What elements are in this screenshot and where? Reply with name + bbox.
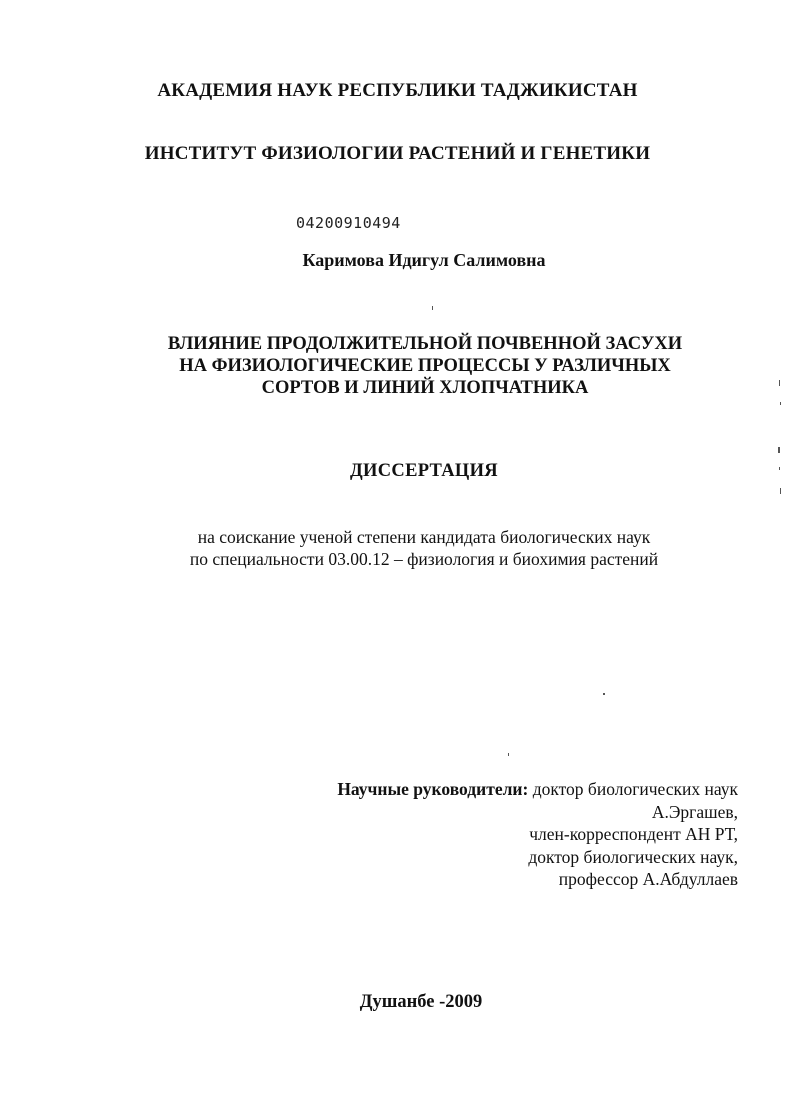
academy-heading: АКАДЕМИЯ НАУК РЕСПУБЛИКИ ТАДЖИКИСТАН [157,80,638,101]
scan-speck [432,306,433,310]
document-type: ДИССЕРТАЦИЯ [350,461,498,481]
place-and-year: Душанбе -2009 [359,992,483,1012]
supervisor-1-name: А.Эргашев, [651,801,738,822]
degree-line-1: на соискание ученой степени кандидата биологических наук [197,527,651,547]
scan-speck [779,467,780,470]
degree-statement [0,526,795,570]
title-line-1: ВЛИЯНИЕ ПРОДОЛЖИТЕЛЬНОЙ ПОЧВЕННОЙ ЗАСУХИ [167,334,683,354]
author-name: Каримова Идигул Салимовна [302,250,546,270]
scan-speck [780,488,781,494]
supervisor-1-degree: доктор биологических наук [528,779,738,799]
supervisors-label: Научные руководители: [337,779,529,799]
scan-speck [780,402,781,405]
supervisor-2-degree: доктор биологических наук, [528,846,738,867]
degree-line-2: по специальности 03.00.12 – физиология и биохимия растений [189,549,659,569]
scan-speck [508,753,509,756]
title-line-2: НА ФИЗИОЛОГИЧЕСКИЕ ПРОЦЕССЫ У РАЗЛИЧНЫХ [179,356,671,376]
registration-number: 04200910494 [296,214,401,232]
supervisor-2-name: профессор А.Абдуллаев [558,869,738,889]
supervisors-block [337,778,738,891]
dissertation-title [0,333,795,399]
scan-speck [778,447,780,453]
institute-heading: ИНСТИТУТ ФИЗИОЛОГИИ РАСТЕНИЙ И ГЕНЕТИКИ [144,143,651,164]
title-line-3: СОРТОВ И ЛИНИЙ ХЛОПЧАТНИКА [261,378,589,398]
supervisor-2-title: член-корреспондент АН РТ, [529,824,738,844]
supervisors-line-1 [337,778,738,801]
scan-speck [603,693,605,695]
scan-speck [779,380,780,386]
